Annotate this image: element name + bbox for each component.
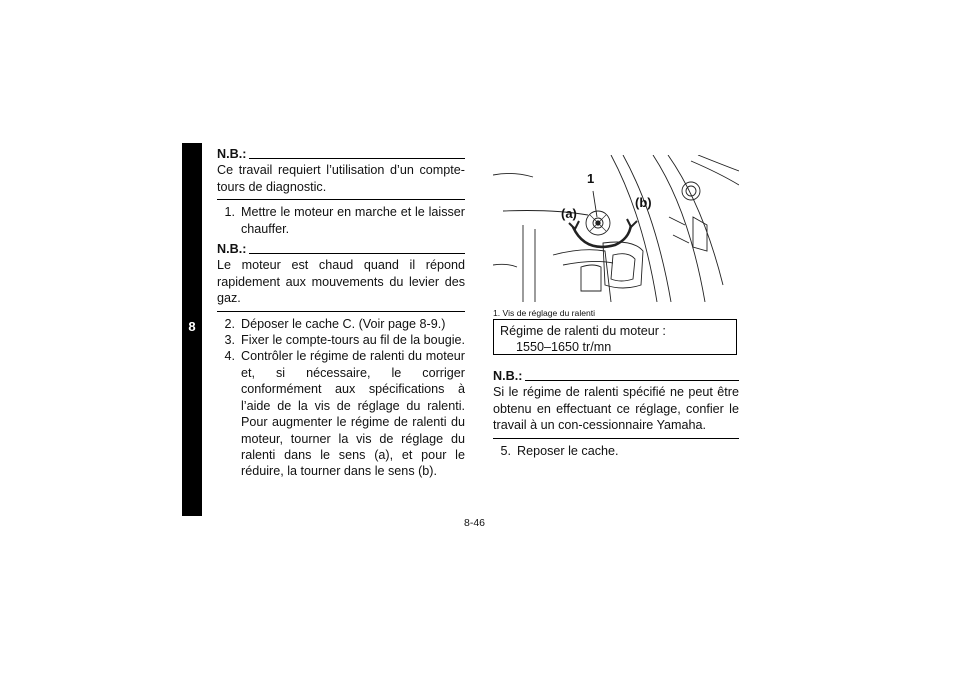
spec-value: 1550–1650 tr/mn	[516, 340, 612, 354]
step-5	[493, 443, 739, 459]
note-3-end-rule	[493, 438, 739, 439]
note-3-text: Si le régime de ralenti spécifié ne peut être obtenu en effectuant ce réglage, confier le travail à un con-cessionnaire Yamaha.	[493, 385, 739, 433]
note-2-end-rule	[217, 311, 465, 312]
note-1-label: N.B.:	[217, 147, 247, 161]
note-3-heading	[493, 368, 739, 384]
note-1-rule	[249, 158, 465, 159]
idle-screw-illustration	[493, 155, 739, 302]
step-1	[217, 204, 465, 237]
note-2-label: N.B.:	[217, 242, 247, 257]
step-3-text: Fixer le compte-tours au fil de la bougie.	[241, 333, 466, 348]
section-tab-number: 8	[188, 319, 196, 334]
step-1-number: 1.	[224, 205, 235, 220]
note-3-label: N.B.:	[493, 369, 523, 383]
section-tab	[182, 143, 202, 516]
step-2-text: Déposer le cache C. (Voir page 8-9.)	[241, 316, 446, 331]
spec-box	[493, 319, 737, 355]
note-2-heading	[217, 241, 465, 257]
right-column-notes	[493, 368, 739, 459]
spec-label: Régime de ralenti du moteur :	[500, 324, 666, 338]
step-1-text: Mettre le moteur en marche et le laisser chauffer.	[241, 205, 465, 236]
step-4-number: 4.	[224, 349, 235, 364]
note-3-rule	[525, 380, 739, 381]
note-2-text: Le moteur est chaud quand il répond rapidement aux mouvements du levier des gaz.	[217, 258, 465, 306]
step-4	[217, 348, 465, 479]
step-5-number: 5.	[500, 443, 511, 458]
figure-caption: 1. Vis de réglage du ralenti	[493, 308, 596, 318]
note-1-heading	[217, 146, 465, 162]
figure-label-b: (b)	[635, 195, 652, 210]
note-2-rule	[249, 253, 465, 254]
figure-label-1: 1	[587, 171, 595, 186]
step-5-text: Reposer le cache.	[517, 443, 619, 458]
step-2	[217, 316, 465, 332]
left-column	[217, 146, 465, 480]
step-3-number: 3.	[224, 333, 235, 348]
step-3	[217, 332, 465, 348]
engine-drawing	[493, 155, 739, 302]
step-4-text: Contrôler le régime de ralenti du moteur et, si nécessaire, le corriger conformément aux spécifications à l’aide de la vis de réglage du ralenti. Pour augmenter le régime de ralenti du moteur, tourner la vis de réglage du ralenti dans le sens (a), et pour le réduire, la tourner dans le sens (b).	[241, 349, 465, 479]
figure-label-a: (a)	[561, 206, 577, 221]
note-1-text: Ce travail requiert l’utilisation d’un compte-tours de diagnostic.	[217, 163, 465, 194]
step-2-number: 2.	[224, 316, 235, 331]
note-1-end-rule	[217, 199, 465, 200]
page-number: 8-46	[464, 517, 486, 529]
